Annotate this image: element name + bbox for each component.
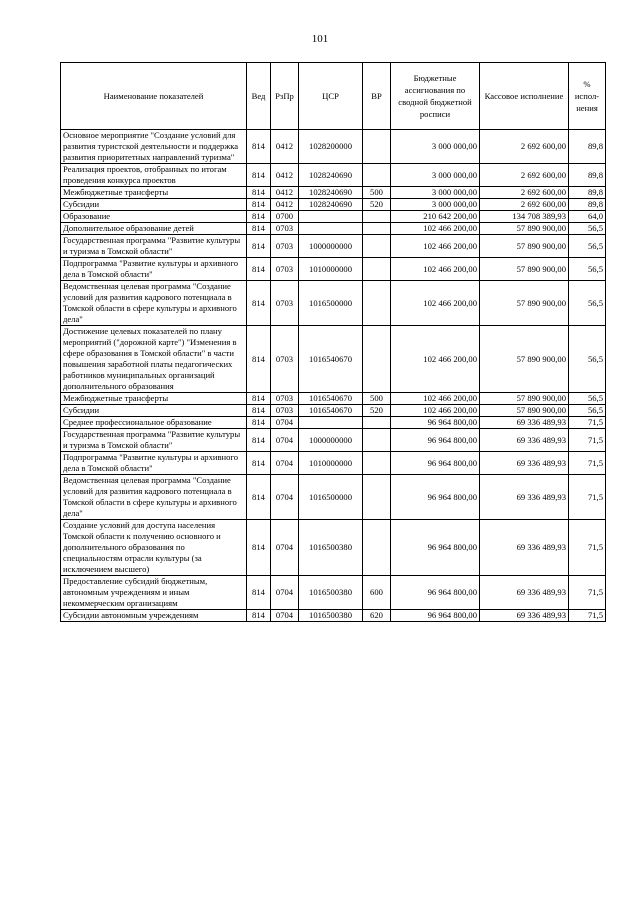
cell-vr (363, 281, 391, 326)
cell-rzpr: 0703 (271, 326, 299, 393)
cell-cash-execution: 2 692 600,00 (480, 164, 569, 187)
cell-ved: 814 (247, 235, 271, 258)
table-row (61, 187, 606, 199)
cell-percent: 56,5 (569, 393, 606, 405)
cell-csr: 1028240690 (299, 199, 363, 211)
cell-ved: 814 (247, 326, 271, 393)
cell-percent: 89,8 (569, 164, 606, 187)
cell-percent: 71,5 (569, 576, 606, 610)
cell-percent: 89,8 (569, 130, 606, 164)
table-row (61, 452, 606, 475)
cell-csr: 1016540670 (299, 326, 363, 393)
cell-name: Субсидии автономным учреждениям (61, 610, 247, 622)
cell-percent: 56,5 (569, 258, 606, 281)
cell-ved: 814 (247, 281, 271, 326)
cell-name: Ведомственная целевая программа "Создание условий для развития кадрового потенциала в Томской области в сфере культуры и архивного дела" (61, 281, 247, 326)
cell-csr: 1010000000 (299, 452, 363, 475)
cell-csr: 1016500000 (299, 475, 363, 520)
cell-ved: 814 (247, 223, 271, 235)
cell-assignments: 96 964 800,00 (391, 576, 480, 610)
cell-cash-execution: 57 890 900,00 (480, 405, 569, 417)
cell-rzpr: 0704 (271, 576, 299, 610)
cell-assignments: 3 000 000,00 (391, 187, 480, 199)
cell-vr (363, 211, 391, 223)
cell-percent: 64,0 (569, 211, 606, 223)
cell-percent: 89,8 (569, 199, 606, 211)
cell-name: Реализация проектов, отобранных по итогам проведения конкурса проектов (61, 164, 247, 187)
cell-vr (363, 452, 391, 475)
cell-vr: 500 (363, 187, 391, 199)
cell-percent: 56,5 (569, 281, 606, 326)
cell-rzpr: 0700 (271, 211, 299, 223)
cell-percent: 71,5 (569, 429, 606, 452)
table-header-row (61, 63, 606, 130)
cell-ved: 814 (247, 187, 271, 199)
cell-vr: 600 (363, 576, 391, 610)
cell-cash-execution: 57 890 900,00 (480, 281, 569, 326)
cell-rzpr: 0703 (271, 281, 299, 326)
cell-rzpr: 0704 (271, 429, 299, 452)
cell-vr (363, 258, 391, 281)
cell-name: Основное мероприятие "Создание условий для развития туристской деятельности и поддержка развития приоритетных направлений туризма" (61, 130, 247, 164)
cell-rzpr: 0703 (271, 258, 299, 281)
cell-csr: 1028200000 (299, 130, 363, 164)
cell-name: Достижение целевых показателей по плану мероприятий ("дорожной карте") "Изменения в сфере образования в Томской области" в части повышения заработной платы педагогических работников муниципальных организаций дополнительного образования (61, 326, 247, 393)
cell-vr: 500 (363, 393, 391, 405)
header-name: Наименование показателей (61, 63, 247, 130)
cell-rzpr: 0412 (271, 199, 299, 211)
table-row (61, 393, 606, 405)
cell-csr (299, 211, 363, 223)
cell-ved: 814 (247, 520, 271, 576)
cell-cash-execution: 2 692 600,00 (480, 199, 569, 211)
cell-assignments: 96 964 800,00 (391, 520, 480, 576)
table-row (61, 475, 606, 520)
cell-csr: 1000000000 (299, 429, 363, 452)
cell-name: Государственная программа "Развитие культуры и туризма в Томской области" (61, 235, 247, 258)
cell-vr (363, 326, 391, 393)
cell-cash-execution: 2 692 600,00 (480, 130, 569, 164)
cell-csr: 1016500380 (299, 610, 363, 622)
cell-ved: 814 (247, 130, 271, 164)
cell-assignments: 102 466 200,00 (391, 326, 480, 393)
cell-name: Создание условий для доступа населения Томской области к получению основного и дополнительного образования по специальностям отрасли культуры (за исключением высшего) (61, 520, 247, 576)
cell-assignments: 102 466 200,00 (391, 223, 480, 235)
cell-assignments: 3 000 000,00 (391, 199, 480, 211)
table-row (61, 405, 606, 417)
cell-csr: 1016500380 (299, 576, 363, 610)
cell-cash-execution: 69 336 489,93 (480, 429, 569, 452)
table-row (61, 417, 606, 429)
header-percent: % испол-нения (569, 63, 606, 130)
cell-vr (363, 429, 391, 452)
budget-execution-table (60, 62, 606, 622)
cell-cash-execution: 57 890 900,00 (480, 258, 569, 281)
cell-csr (299, 223, 363, 235)
header-assignments: Бюджетные ассигнования по сводной бюджетной росписи (391, 63, 480, 130)
cell-vr (363, 475, 391, 520)
cell-name: Межбюджетные трансферты (61, 187, 247, 199)
table-row (61, 223, 606, 235)
cell-name: Государственная программа "Развитие культуры и туризма в Томской области" (61, 429, 247, 452)
cell-rzpr: 0703 (271, 223, 299, 235)
cell-rzpr: 0412 (271, 164, 299, 187)
cell-name: Подпрограмма "Развитие культуры и архивного дела в Томской области" (61, 452, 247, 475)
table-row (61, 199, 606, 211)
cell-rzpr: 0704 (271, 475, 299, 520)
cell-rzpr: 0412 (271, 130, 299, 164)
cell-name: Подпрограмма "Развитие культуры и архивного дела в Томской области" (61, 258, 247, 281)
cell-csr: 1000000000 (299, 235, 363, 258)
cell-cash-execution: 69 336 489,93 (480, 417, 569, 429)
cell-assignments: 102 466 200,00 (391, 405, 480, 417)
table-row (61, 211, 606, 223)
cell-percent: 56,5 (569, 235, 606, 258)
cell-name: Образование (61, 211, 247, 223)
cell-vr (363, 164, 391, 187)
cell-cash-execution: 57 890 900,00 (480, 223, 569, 235)
cell-percent: 56,5 (569, 223, 606, 235)
cell-percent: 71,5 (569, 475, 606, 520)
table-row (61, 576, 606, 610)
cell-vr: 620 (363, 610, 391, 622)
table-row (61, 610, 606, 622)
cell-assignments: 3 000 000,00 (391, 164, 480, 187)
cell-name: Дополнительное образование детей (61, 223, 247, 235)
cell-percent: 56,5 (569, 405, 606, 417)
table-row (61, 235, 606, 258)
cell-name: Среднее профессиональное образование (61, 417, 247, 429)
cell-name: Субсидии (61, 199, 247, 211)
cell-vr: 520 (363, 199, 391, 211)
cell-assignments: 3 000 000,00 (391, 130, 480, 164)
cell-vr: 520 (363, 405, 391, 417)
cell-assignments: 102 466 200,00 (391, 235, 480, 258)
cell-vr (363, 223, 391, 235)
header-cash-execution: Кассовое исполнение (480, 63, 569, 130)
table-row (61, 258, 606, 281)
cell-cash-execution: 57 890 900,00 (480, 393, 569, 405)
cell-assignments: 96 964 800,00 (391, 452, 480, 475)
cell-ved: 814 (247, 211, 271, 223)
cell-assignments: 96 964 800,00 (391, 429, 480, 452)
cell-ved: 814 (247, 417, 271, 429)
cell-csr: 1016500380 (299, 520, 363, 576)
cell-vr (363, 417, 391, 429)
cell-assignments: 102 466 200,00 (391, 258, 480, 281)
cell-percent: 89,8 (569, 187, 606, 199)
cell-assignments: 96 964 800,00 (391, 417, 480, 429)
cell-csr: 1028240690 (299, 164, 363, 187)
cell-assignments: 96 964 800,00 (391, 610, 480, 622)
cell-vr (363, 520, 391, 576)
cell-csr: 1016540670 (299, 393, 363, 405)
cell-ved: 814 (247, 258, 271, 281)
cell-vr (363, 235, 391, 258)
cell-ved: 814 (247, 452, 271, 475)
cell-rzpr: 0704 (271, 610, 299, 622)
table-row (61, 130, 606, 164)
cell-rzpr: 0703 (271, 393, 299, 405)
cell-assignments: 102 466 200,00 (391, 393, 480, 405)
header-ved: Вед (247, 63, 271, 130)
table-row (61, 164, 606, 187)
cell-ved: 814 (247, 429, 271, 452)
cell-rzpr: 0704 (271, 417, 299, 429)
cell-cash-execution: 69 336 489,93 (480, 520, 569, 576)
cell-cash-execution: 57 890 900,00 (480, 326, 569, 393)
cell-cash-execution: 69 336 489,93 (480, 475, 569, 520)
cell-assignments: 96 964 800,00 (391, 475, 480, 520)
cell-csr: 1028240690 (299, 187, 363, 199)
header-vr: ВР (363, 63, 391, 130)
cell-assignments: 210 642 200,00 (391, 211, 480, 223)
cell-csr: 1016500000 (299, 281, 363, 326)
cell-percent: 71,5 (569, 610, 606, 622)
cell-percent: 71,5 (569, 417, 606, 429)
cell-cash-execution: 57 890 900,00 (480, 235, 569, 258)
table-row (61, 520, 606, 576)
cell-rzpr: 0704 (271, 520, 299, 576)
cell-ved: 814 (247, 475, 271, 520)
cell-name: Субсидии (61, 405, 247, 417)
table-row (61, 281, 606, 326)
cell-rzpr: 0703 (271, 235, 299, 258)
cell-csr: 1016540670 (299, 405, 363, 417)
cell-rzpr: 0704 (271, 452, 299, 475)
cell-name: Предоставление субсидий бюджетным, автономным учреждениям и иным некоммерческим организациям (61, 576, 247, 610)
cell-ved: 814 (247, 164, 271, 187)
cell-percent: 71,5 (569, 452, 606, 475)
cell-assignments: 102 466 200,00 (391, 281, 480, 326)
cell-cash-execution: 69 336 489,93 (480, 452, 569, 475)
cell-name: Межбюджетные трансферты (61, 393, 247, 405)
cell-cash-execution: 2 692 600,00 (480, 187, 569, 199)
cell-cash-execution: 69 336 489,93 (480, 576, 569, 610)
table-row (61, 429, 606, 452)
cell-percent: 56,5 (569, 326, 606, 393)
cell-name: Ведомственная целевая программа "Создание условий для развития кадрового потенциала в Томской области в сфере культуры и архивного дела" (61, 475, 247, 520)
cell-rzpr: 0703 (271, 405, 299, 417)
header-csr: ЦСР (299, 63, 363, 130)
header-rzpr: РзПр (271, 63, 299, 130)
cell-csr (299, 417, 363, 429)
page-number: 101 (311, 33, 329, 45)
cell-ved: 814 (247, 610, 271, 622)
cell-rzpr: 0412 (271, 187, 299, 199)
cell-cash-execution: 134 708 389,93 (480, 211, 569, 223)
cell-ved: 814 (247, 576, 271, 610)
cell-cash-execution: 69 336 489,93 (480, 610, 569, 622)
cell-csr: 1010000000 (299, 258, 363, 281)
cell-ved: 814 (247, 405, 271, 417)
cell-ved: 814 (247, 393, 271, 405)
cell-vr (363, 130, 391, 164)
table-row (61, 326, 606, 393)
cell-ved: 814 (247, 199, 271, 211)
cell-percent: 71,5 (569, 520, 606, 576)
